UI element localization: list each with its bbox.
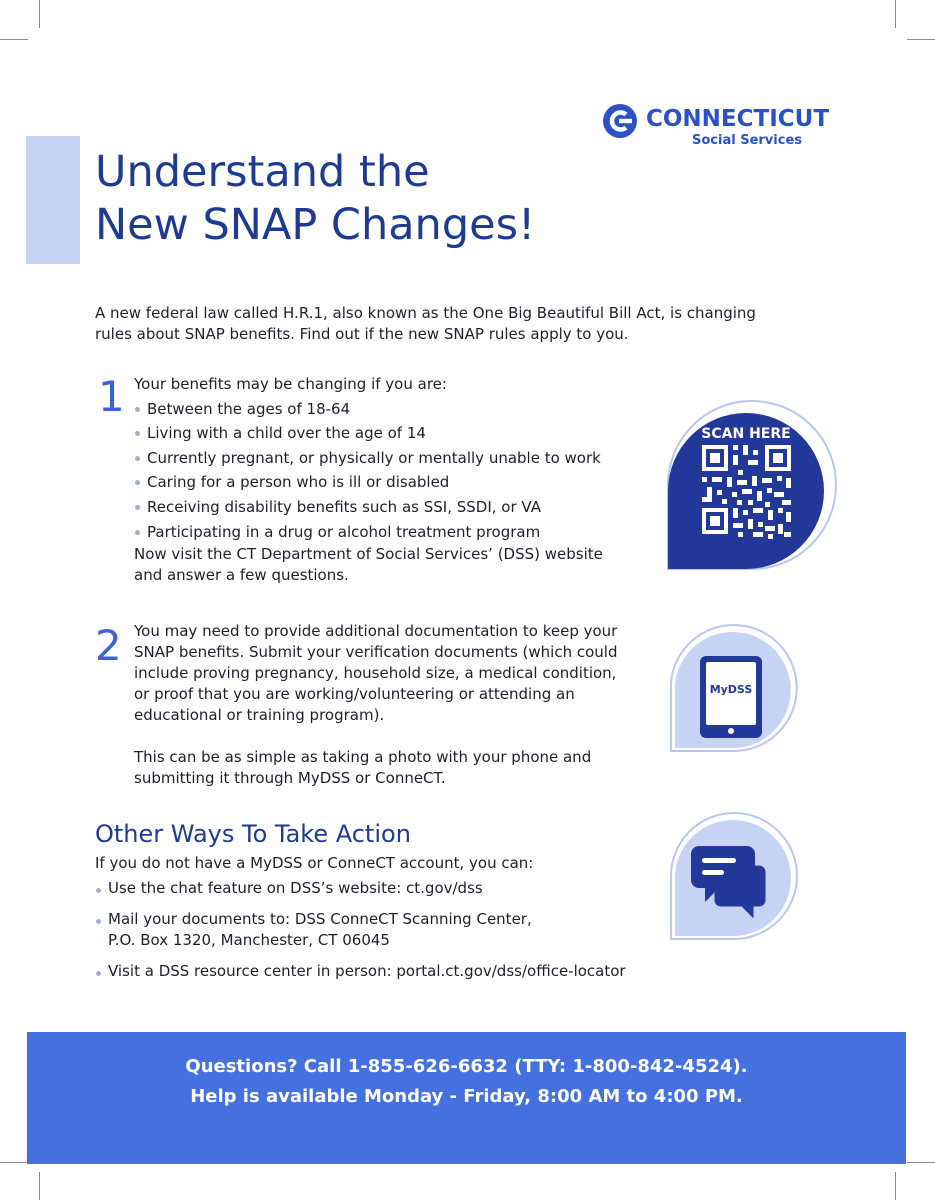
visit-option-text[interactable]: Visit a DSS resource center in person: portal.ct.gov/dss/office-locator [108,962,626,980]
crop-mark [895,0,896,28]
crop-mark [0,1162,28,1163]
step-2-paragraph [134,747,618,789]
eligibility-list [134,397,603,545]
step-2-line: educational or training program). [134,706,385,724]
footer-phone-line: Questions? Call 1-855-626-6632 (TTY: 1-800-842-4524). [185,1056,748,1077]
qr-badge[interactable] [664,392,846,574]
page-title-line: Understand the [95,147,430,197]
step-1-followup [134,544,603,586]
crop-mark [39,0,40,28]
title-accent-bar [26,136,80,264]
followup-line: and answer a few questions. [134,566,349,585]
brand-subtitle: Social Services [692,133,802,148]
other-ways-heading: Other Ways To Take Action [95,820,411,848]
step-2-line: SNAP benefits. Submit your verification documents (which could [134,643,618,661]
step-2-paragraph [134,621,618,726]
followup-line: Now visit the CT Department of Social Services’ (DSS) website [134,545,603,564]
footer-contact [27,1052,906,1112]
step-1-lead: Your benefits may be changing if you are: [134,375,447,393]
chat-bubbles-icon [669,812,799,942]
crop-mark [0,39,28,40]
list-item [95,909,626,951]
other-ways-lead: If you do not have a MyDSS or ConneCT account, you can: [95,854,534,872]
chat-option-text[interactable]: Use the chat feature on DSS’s website: ct.gov/dss [108,879,483,897]
other-ways-body [95,853,626,982]
step-2-line: This can be as simple as taking a photo with your phone and [134,748,592,766]
list-item: Participating in a drug or alcohol treatment program [134,520,603,545]
other-ways-list [95,878,626,982]
step-2-number: 2 [95,621,122,670]
intro-line: rules about SNAP benefits. Find out if the new SNAP rules apply to you. [95,325,629,343]
step-2-body [134,621,618,789]
ct-dss-logo [602,103,852,153]
page-title [95,146,535,252]
list-item: Between the ages of 18-64 [134,397,603,422]
mail-option-line: P.O. Box 1320, Manchester, CT 06045 [108,931,390,949]
crop-mark [39,1172,40,1200]
list-item: Caring for a person who is ill or disabled [134,470,603,495]
crop-mark [907,39,935,40]
mydss-badge-label: MyDSS [709,683,753,696]
step-2-line: include proving pregnancy, household size, a medical condition, [134,664,617,682]
footer-hours-line: Help is available Monday - Friday, 8:00 AM to 4:00 PM. [190,1086,743,1107]
list-item [95,961,626,982]
step-2-line: submitting it through MyDSS or ConneCT. [134,769,446,787]
mydss-badge[interactable] [669,616,799,754]
step-1-body [134,372,603,586]
list-item: Receiving disability benefits such as SSI, SSDI, or VA [134,495,603,520]
list-item: Living with a child over the age of 14 [134,421,603,446]
page-title-line: New SNAP Changes! [95,200,536,250]
qr-code-icon [664,392,846,574]
step-2-line: or proof that you are working/volunteering or attending an [134,685,575,703]
intro-paragraph [95,303,795,345]
step-2-line: You may need to provide additional documentation to keep your [134,622,618,640]
ct-logo-mark-icon [602,103,638,139]
chat-badge [669,812,799,942]
crop-mark [895,1172,896,1200]
intro-line: A new federal law called H.R.1, also known as the One Big Beautiful Bill Act, is changing [95,304,756,322]
mail-option-line: Mail your documents to: DSS ConneCT Scanning Center, [108,910,532,928]
list-item [95,878,626,899]
qr-badge-label: SCAN HERE [701,426,791,442]
brand-name: CONNECTICUT [646,106,830,132]
list-item: Currently pregnant, or physically or mentally unable to work [134,446,603,471]
step-1-number: 1 [98,372,125,421]
crop-mark [907,1162,935,1163]
